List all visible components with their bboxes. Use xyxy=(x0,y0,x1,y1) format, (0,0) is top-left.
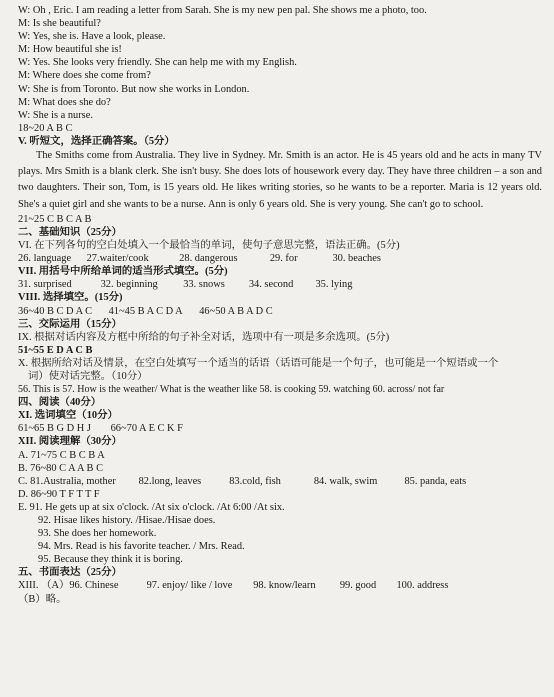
xiii-b-answer: （B）略。 xyxy=(18,593,67,605)
section-v-heading: V. 听短文，选择正确答案。（5分） xyxy=(18,135,175,147)
answer-item: 34. second xyxy=(248,279,294,291)
answer-item: 97. enjoy/ like / love xyxy=(146,580,233,592)
answer-item: 35. lying xyxy=(315,279,353,291)
section-xii-heading: XII. 阅读理解（30分） xyxy=(18,436,122,448)
xii-d-answers: D. 86~90 T F T T F xyxy=(18,488,100,500)
section-vi-heading: VI. 在下列各句的空白处填入一个最恰当的单词，使句子意思完整，语法正确。(5分) xyxy=(18,240,400,252)
ix-answers: 51~55 E D A C B xyxy=(18,344,93,356)
answer-item: 26. language xyxy=(18,253,72,265)
answer-item: 82.long, leaves xyxy=(138,475,202,487)
dialogue-line: W: Oh , Eric. I am reading a letter from Sarah. She is my new pen pal. She shows me a photo, too. xyxy=(18,5,427,16)
dialogue-line: M: Is she beautiful? xyxy=(18,18,101,30)
answer-item: 30. beaches xyxy=(332,253,381,265)
dialogue-line: W: She is from Toronto. But now she works in London. xyxy=(18,83,250,95)
answer-item: C. 81.Australia, mother xyxy=(18,475,116,487)
section-vii-heading: VII. 用括号中所给单词的适当形式填空。(5分) xyxy=(18,266,228,278)
answer-item: 66~70 A E C K F xyxy=(110,423,183,435)
dialogue-line: W: Yes, she is. Have a look, please. xyxy=(18,31,166,43)
section-x-heading: X. 根据所给对话及情景，在空白处填写一个适当的话语（话语可能是一个句子，也可能是一个短语或一个 xyxy=(18,357,499,369)
answer-item: 61~65 B G D H J xyxy=(18,423,91,435)
xii-c-answers xyxy=(18,475,542,488)
x-answers: 56. This is 57. How is the weather/ What is the weather like 58. is cooking 59. watching 60. across/ not far xyxy=(18,384,445,396)
answer-item: 32. beginning xyxy=(100,279,158,291)
xii-e-answer: E. 91. He gets up at six o'clock. /At six o'clock. /At 6:00 /At six. xyxy=(18,501,285,513)
answer-item: 46~50 A B A D C xyxy=(199,305,273,317)
part-2-heading: 二、基础知识（25分） xyxy=(18,226,122,238)
answer-item: 100. address xyxy=(396,580,449,592)
dialogue-line: M: Where does she come from? xyxy=(18,70,151,82)
dialogue xyxy=(18,4,542,122)
answers-21-25: 21~25 C B C A B xyxy=(18,213,92,225)
xiii-a-answers xyxy=(18,579,542,592)
section-viii-heading: VIII. 选择填空。(15分) xyxy=(18,292,123,304)
part-3-heading: 三、交际运用（15分） xyxy=(18,318,122,330)
answer-item: 28. dangerous xyxy=(179,253,238,265)
dialogue-line: M: What does she do? xyxy=(18,96,111,108)
xii-e-answer: 92. Hisae likes history. /Hisae./Hisae does. xyxy=(38,515,216,526)
dialogue-line: W: Yes. She looks very friendly. She can help me with my English. xyxy=(18,57,297,69)
answer-item: 36~40 B C D A C xyxy=(18,305,93,317)
answer-item: 85. panda, eats xyxy=(404,475,467,487)
answer-item: XIII. （A）96. Chinese xyxy=(18,580,119,592)
answer-item: 29. for xyxy=(269,253,298,265)
answer-item: 83.cold, fish xyxy=(229,475,281,487)
xii-e-answer: 94. Mrs. Read is his favorite teacher. / Mrs. Read. xyxy=(38,541,245,553)
answer-item: 99. good xyxy=(339,580,377,592)
xii-b-answers: B. 76~80 C A A B C xyxy=(18,462,104,474)
section-ix-heading: IX. 根据对话内容及方框中所给的句子补全对话，选项中有一项是多余选项。(5分) xyxy=(18,331,390,343)
answer-item: 33. snows xyxy=(183,279,225,291)
dialogue-line: W: She is a nurse. xyxy=(18,109,93,121)
answer-item: 84. walk, swim xyxy=(313,475,378,487)
answers-18-20: 18~20 A B C xyxy=(18,122,73,134)
xii-a-answers: A. 71~75 C B C B A xyxy=(18,449,105,461)
part-4-heading: 四、阅读（40分） xyxy=(18,397,102,409)
vi-answers xyxy=(18,252,542,265)
answer-item: 41~45 B A C D A xyxy=(108,305,183,317)
section-x-heading-cont: 词）使对话完整。（10分） xyxy=(28,370,148,382)
section-xi-heading: XI. 选词填空（10分） xyxy=(18,410,118,422)
dialogue-line: M: How beautiful she is! xyxy=(18,44,122,56)
xi-answers xyxy=(18,422,542,435)
answer-item: 98. know/learn xyxy=(253,580,316,592)
xii-e-answer: 95. Because they think it is boring. xyxy=(38,554,183,566)
vii-answers xyxy=(18,278,542,291)
answer-item: 31. surprised xyxy=(18,279,72,291)
xii-e-answer: 93. She does her homework. xyxy=(38,528,157,540)
viii-answers xyxy=(18,305,542,318)
listening-passage: The Smiths come from Australia. They live in Sydney. Mr. Smith is an actor. He is 45 years old and he acts in many TV plays. Mrs Smith is a blank clerk. She isn't busy. She does lots of housework every day. They have three children – a son and two daughters. Their son, Tom, is 15 years old. He likes writing stories, so he wants to be a reporter. Maria is 12 years old. She's a quiet girl and she wants to be a nurse. Ann is only 6 years old. She is very young. She can't go to school. xyxy=(18,150,542,210)
part-5-heading: 五、书面表达（25分） xyxy=(18,567,122,579)
answer-item: 27.waiter/cook xyxy=(86,253,149,265)
